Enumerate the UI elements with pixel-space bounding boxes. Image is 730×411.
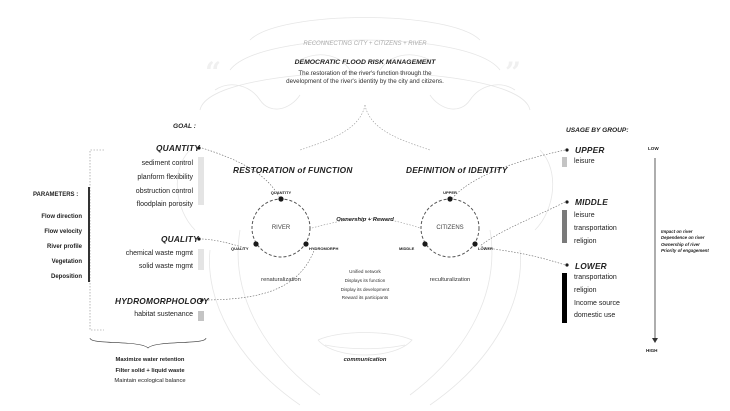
parameters-title: PARAMETERS : <box>33 192 79 198</box>
parameter-item: Deposition <box>51 273 82 280</box>
quality-item: solid waste mgmt <box>138 262 193 270</box>
svg-text:“: “ <box>205 56 222 89</box>
parameter-item: River profile <box>46 243 82 250</box>
network-item: Displays its function <box>344 277 386 283</box>
upper-heading: UPPER <box>575 145 605 155</box>
lower-heading: LOWER <box>575 261 607 271</box>
quality-bar <box>198 249 204 270</box>
communication-label: communication <box>343 357 387 363</box>
description-line-2: development of the river's identity by the city and citizens. <box>286 78 444 85</box>
restoration-caption: renaturalization <box>261 277 301 283</box>
lower-item: domestic use <box>574 312 616 320</box>
restoration-center-label: RIVER <box>271 225 291 231</box>
goal-footer-item: Maximize water retention <box>115 357 185 363</box>
upper-group-dot <box>565 148 568 151</box>
lower-item: Income source <box>574 299 620 307</box>
network-item: Reward its participants <box>341 295 389 301</box>
middle-node-dot <box>422 241 427 246</box>
quantity-item: planform flexibility <box>137 173 193 181</box>
main-title: DEMOCRATIC FLOOD RISK MANAGEMENT <box>294 59 436 66</box>
parameter-item: Flow direction <box>41 214 82 220</box>
quantity-item: obstruction control <box>135 187 193 195</box>
upper-item: leisure <box>574 158 595 165</box>
identity-center-label: CITIZENS <box>436 225 464 231</box>
middle-bar <box>562 210 567 243</box>
hydromorphology-bar <box>198 311 204 321</box>
svg-text:”: ” <box>505 56 522 89</box>
scale-note: Ownership of river <box>661 241 700 247</box>
quantity-item: floodplain porosity <box>136 201 193 209</box>
quality-item: chemical waste mgmt <box>125 250 193 257</box>
quantity-item: sediment control <box>141 160 193 167</box>
ownership-reward-label: Ownership + Reward <box>336 217 394 223</box>
lower-item: religion <box>574 286 597 294</box>
quality-heading: QUALITY <box>161 234 199 244</box>
lower-group-dot <box>565 263 568 266</box>
quality-items <box>100 248 193 273</box>
identity-caption: reculturalization <box>429 277 471 283</box>
upper-bar <box>562 157 567 167</box>
middle-item: leisure <box>574 212 595 219</box>
goal-footer-item: Maintain ecological balance <box>114 378 186 384</box>
usage-label: USAGE BY GROUP: <box>566 127 629 134</box>
restoration-top-label: QUANTITY <box>270 190 292 195</box>
middle-item: religion <box>574 237 597 245</box>
scale-high-label: HIGH <box>646 348 658 353</box>
hydromorphology-item: habitat sustenance <box>134 311 193 318</box>
middle-item: transportation <box>574 224 617 232</box>
lower-items <box>574 272 620 323</box>
middle-heading: MIDDLE <box>575 197 609 207</box>
restoration-right-label: HYDROMORPH <box>309 246 339 251</box>
quantity-bar <box>198 157 204 205</box>
scale-note: Dependence on river <box>661 235 705 241</box>
parameter-item: Vegetation <box>51 258 82 265</box>
description-line-1: The restoration of the river's function through the <box>298 70 432 77</box>
middle-items <box>574 210 617 248</box>
middle-group-dot <box>565 200 568 203</box>
goal-footer <box>95 355 205 387</box>
parameter-item: Flow velocity <box>44 228 82 235</box>
restoration-left-label: QUALITY <box>231 246 249 251</box>
network-item: Display its development <box>340 286 390 292</box>
scale-low-label: LOW <box>648 146 659 151</box>
hydromorph-node-dot <box>303 241 308 246</box>
identity-left-label: MIDDLE <box>399 246 415 251</box>
goal-footer-item: Filter solid + liquid waste <box>115 367 185 374</box>
network-list <box>325 268 405 303</box>
scale-notes <box>661 229 709 254</box>
lower-node-dot <box>472 241 477 246</box>
upper-node-dot <box>447 196 452 201</box>
quantity-heading: QUANTITY <box>156 143 201 153</box>
scale-note: Priority of engagement <box>661 247 709 253</box>
identity-title: DEFINITION of IDENTITY <box>406 165 508 175</box>
scale-note: Impact on river <box>661 229 693 234</box>
restoration-title: RESTORATION of FUNCTION <box>233 165 353 175</box>
identity-right-label: LOWER <box>478 246 493 251</box>
quantity-node-dot <box>278 196 283 201</box>
network-item: Unified network <box>349 269 381 274</box>
quantity-items <box>110 157 193 212</box>
goal-label: GOAL : <box>173 123 196 130</box>
identity-top-label: UPPER <box>443 190 457 195</box>
quality-node-dot <box>253 241 258 246</box>
lower-item: transportation <box>574 274 617 281</box>
hydromorphology-heading: HYDROMORPHOLOGY <box>115 296 209 306</box>
parameters-list <box>20 210 82 285</box>
kicker-text: RECONNECTING CITY + CITIZENS + RIVER <box>303 41 427 47</box>
lower-bar <box>562 273 567 323</box>
